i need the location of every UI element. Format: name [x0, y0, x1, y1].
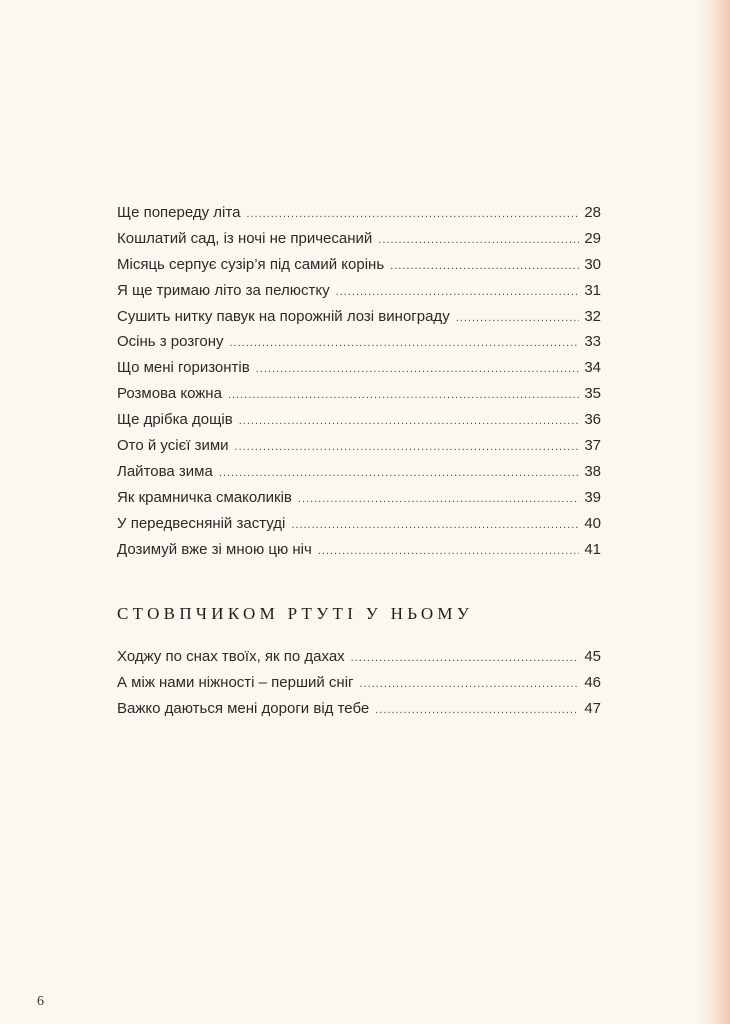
toc-leader-dots: [360, 679, 579, 690]
toc-entry[interactable]: [117, 226, 601, 252]
toc-entry[interactable]: [117, 252, 601, 278]
toc-leader-dots: [390, 261, 579, 272]
toc-entry[interactable]: [117, 537, 601, 563]
toc-entry[interactable]: [117, 381, 601, 407]
toc-entry-title: Осінь з розгону: [117, 333, 224, 351]
toc-entry[interactable]: [117, 407, 601, 433]
toc-leader-dots: [298, 494, 579, 505]
toc-entry-title: Важко даються мені дороги від тебе: [117, 699, 370, 717]
toc-entry-title: Я ще тримаю літо за пелюстку: [117, 281, 330, 299]
toc-leader-dots: [246, 209, 579, 220]
toc-entry[interactable]: [117, 355, 601, 381]
toc-entry-title: Ще попереду літа: [117, 204, 241, 221]
toc-entry[interactable]: [117, 670, 601, 696]
toc-leader-dots: [228, 390, 579, 401]
toc-entry-title: Лайтова зима: [117, 462, 213, 480]
toc-leader-dots: [378, 235, 579, 246]
toc-entry-page: 34: [584, 359, 601, 377]
toc-entry-title: Ото й усієї зими: [117, 437, 229, 455]
toc-entry-page: 47: [584, 699, 601, 717]
toc-entry[interactable]: [117, 278, 601, 304]
toc-list-part1: [117, 200, 601, 562]
toc-entry-title: Розмова кожна: [117, 385, 222, 403]
toc-entry-page: 39: [584, 488, 601, 506]
toc-leader-dots: [229, 338, 579, 349]
toc-entry-title: Дозимуй вже зі мною цю ніч: [117, 540, 312, 558]
toc-entry-title: Ще дрібка дощів: [117, 411, 233, 429]
toc-entry-title: Як крамничка смаколиків: [117, 488, 292, 506]
toc-leader-dots: [291, 520, 579, 531]
toc-leader-dots: [256, 364, 579, 375]
toc-entry-page: 45: [584, 648, 601, 665]
toc-entry-title: Ходжу по снах твоїх, як по дахах: [117, 648, 345, 665]
toc-list-part2: [117, 644, 601, 722]
toc-entry-page: 33: [584, 333, 601, 351]
toc-entry[interactable]: [117, 459, 601, 485]
toc-entry-title: У передвесняній застуді: [117, 514, 286, 532]
toc-entry[interactable]: [117, 200, 601, 226]
toc-leader-dots: [375, 705, 579, 716]
page-edge-shadow: [696, 0, 730, 1024]
toc-entry-page: 38: [584, 462, 601, 480]
toc-leader-dots: [351, 653, 579, 664]
toc-entry-page: 28: [584, 204, 601, 221]
toc-entry-title: Місяць серпує сузір’я під самий корінь: [117, 255, 385, 273]
toc-entry-title: Сушить нитку павук на порожній лозі винограду: [117, 307, 450, 325]
toc-leader-dots: [219, 468, 579, 479]
toc-leader-dots: [239, 416, 579, 427]
toc-entry[interactable]: [117, 644, 601, 670]
toc-entry-page: 46: [584, 673, 601, 691]
toc-entry-page: 30: [584, 255, 601, 273]
page-number: 6: [37, 994, 44, 1009]
toc-entry-title: А між нами ніжності – перший сніг: [117, 673, 354, 691]
toc-entry-page: 32: [584, 307, 601, 325]
toc-entry-title: Кошлатий сад, із ночі не причесаний: [117, 229, 373, 247]
toc-leader-dots: [336, 287, 579, 298]
section-heading: СТОВПЧИКОМ РТУТІ У НЬОМУ: [117, 604, 474, 623]
toc-entry-title: Що мені горизонтів: [117, 359, 250, 377]
toc-leader-dots: [235, 442, 579, 453]
toc-entry-page: 41: [584, 540, 601, 558]
toc-entry-page: 37: [584, 437, 601, 455]
toc-entry-page: 29: [584, 229, 601, 247]
toc-entry-page: 35: [584, 385, 601, 403]
toc-entry[interactable]: [117, 433, 601, 459]
toc-entry-page: 40: [584, 514, 601, 532]
toc-entry[interactable]: [117, 485, 601, 511]
toc-entry[interactable]: [117, 511, 601, 537]
toc-entry-page: 36: [584, 411, 601, 429]
toc-entry-page: 31: [584, 281, 601, 299]
toc-entry[interactable]: [117, 329, 601, 355]
toc-leader-dots: [456, 313, 579, 324]
toc-leader-dots: [318, 546, 579, 557]
toc-entry[interactable]: [117, 304, 601, 330]
toc-entry[interactable]: [117, 696, 601, 722]
